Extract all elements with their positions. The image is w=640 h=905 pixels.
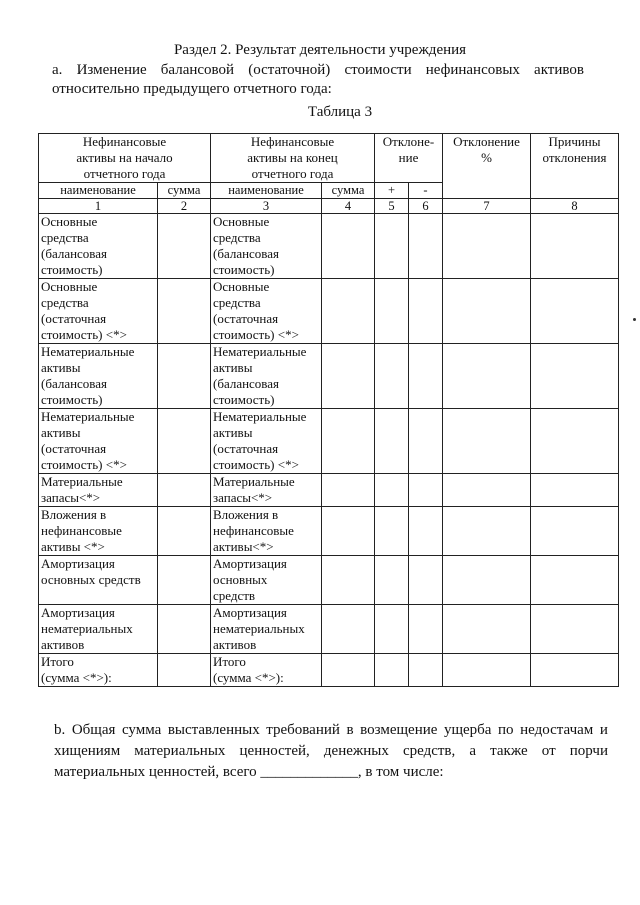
paragraph-word: недостачам [520, 722, 594, 738]
empty-cell [158, 654, 211, 687]
cell-line: активов [213, 637, 257, 652]
col-number: 3 [211, 199, 322, 214]
subheader-plus: + [375, 183, 409, 199]
cell-line: Амортизация [213, 556, 287, 571]
empty-cell [375, 654, 409, 687]
header-reasons [531, 134, 619, 199]
col-number: 2 [158, 199, 211, 214]
cell-line: запасы<*> [41, 490, 101, 505]
header-line: ние [398, 150, 419, 165]
header-line: Нефинансовые [82, 134, 167, 149]
empty-cell [322, 507, 375, 556]
subheader-sum-end: сумма [322, 183, 375, 199]
cell-line: активы <*> [41, 539, 105, 554]
empty-cell [158, 556, 211, 605]
table-row [39, 409, 619, 474]
empty-cell [375, 556, 409, 605]
cell-line: стоимость) <*> [41, 327, 127, 342]
paragraph-word: денежных [323, 743, 389, 759]
paragraph-word: от [541, 743, 556, 759]
paragraph-word: (остаточной) [248, 62, 331, 78]
asset-name-start [39, 474, 158, 507]
table-row [39, 344, 619, 409]
empty-cell [158, 507, 211, 556]
cell-line: Материальные [213, 474, 295, 489]
cell-line: активы [41, 425, 81, 440]
cell-line: Нематериальные [41, 409, 135, 424]
empty-cell [409, 344, 443, 409]
cell-line: нефинансовые [41, 523, 122, 538]
cell-line: Амортизация [213, 605, 287, 620]
paragraph-b-line3: материальных ценностей, всего _____________, в том числе: [54, 764, 444, 780]
subheader-name-end: наименование [211, 183, 322, 199]
paragraph-word: также [490, 743, 528, 759]
empty-cell [443, 409, 531, 474]
paragraph-word: Общая [71, 722, 116, 738]
cell-line: Основные [213, 214, 270, 229]
cell-line: активы [213, 425, 253, 440]
asset-name-start [39, 214, 158, 279]
empty-cell [322, 344, 375, 409]
empty-cell [531, 507, 619, 556]
empty-cell [531, 279, 619, 344]
header-line: Отклонение [453, 134, 520, 149]
cell-line: основных [213, 572, 268, 587]
asset-name-start [39, 605, 158, 654]
empty-cell [158, 344, 211, 409]
cell-line: (остаточная [41, 441, 107, 456]
cell-line: Основные [41, 279, 98, 294]
empty-cell [409, 474, 443, 507]
table-row [39, 654, 619, 687]
cell-line: активы [41, 360, 81, 375]
empty-cell [158, 605, 211, 654]
empty-cell [322, 654, 375, 687]
cell-line: активов [41, 637, 85, 652]
subheader-name-start: наименование [39, 183, 158, 199]
cell-line: (балансовая [41, 246, 108, 261]
table-row [39, 605, 619, 654]
asset-name-end [211, 556, 322, 605]
paragraph-word: хищениям [54, 743, 121, 759]
empty-cell [322, 409, 375, 474]
paragraph-word: ущерба [443, 722, 492, 738]
header-deviation-percent [443, 134, 531, 199]
empty-cell [375, 605, 409, 654]
cell-line: (остаточная [213, 311, 279, 326]
asset-name-start [39, 279, 158, 344]
header-line: отклонения [542, 150, 607, 165]
subheader-minus: - [409, 183, 443, 199]
empty-cell [158, 214, 211, 279]
cell-line: Вложения в [41, 507, 107, 522]
table-row [39, 214, 619, 279]
asset-name-end [211, 605, 322, 654]
cell-line: нефинансовые [213, 523, 294, 538]
col-number: 8 [531, 199, 619, 214]
paragraph-b-line2 [54, 741, 608, 762]
paragraph-word: возмещение [360, 722, 438, 738]
paragraph-word: выставленных [167, 722, 260, 738]
subheader-sum-start: сумма [158, 183, 211, 199]
paragraph-word: стоимости [344, 62, 412, 78]
empty-cell [409, 654, 443, 687]
cell-line: (остаточная [41, 311, 107, 326]
asset-name-end [211, 507, 322, 556]
empty-cell [443, 654, 531, 687]
empty-cell [409, 214, 443, 279]
nonfinancial-assets-table [38, 133, 619, 687]
empty-cell [158, 474, 211, 507]
header-line: % [481, 150, 492, 165]
cell-line: Амортизация [41, 556, 115, 571]
cell-line: средства [213, 230, 261, 245]
empty-cell [322, 605, 375, 654]
empty-cell [322, 279, 375, 344]
cell-line: Нематериальные [213, 409, 307, 424]
header-assets-end [211, 134, 375, 183]
empty-cell [409, 605, 443, 654]
asset-name-start [39, 507, 158, 556]
asset-name-start [39, 654, 158, 687]
empty-cell [531, 654, 619, 687]
header-line: Причины [548, 134, 601, 149]
table-row [39, 279, 619, 344]
cell-line: нематериальных [213, 621, 305, 636]
empty-cell [531, 474, 619, 507]
empty-cell [375, 474, 409, 507]
header-line: активы на начало [76, 150, 173, 165]
paragraph-word: a. [52, 62, 63, 78]
cell-line: стоимость) [213, 392, 275, 407]
header-line: отчетного года [251, 166, 334, 181]
empty-cell [531, 605, 619, 654]
empty-cell [531, 214, 619, 279]
cell-line: стоимость) [41, 392, 103, 407]
asset-name-end [211, 214, 322, 279]
asset-name-end [211, 279, 322, 344]
cell-line: Амортизация [41, 605, 115, 620]
col-number: 4 [322, 199, 375, 214]
header-deviation [375, 134, 443, 183]
column-number-row [39, 199, 619, 214]
empty-cell [158, 409, 211, 474]
empty-cell [322, 214, 375, 279]
empty-cell [409, 556, 443, 605]
cell-line: нематериальных [41, 621, 133, 636]
empty-cell [443, 474, 531, 507]
cell-line: Основные [41, 214, 98, 229]
col-number: 6 [409, 199, 443, 214]
cell-line: стоимость) <*> [213, 327, 299, 342]
cell-line: стоимость) [213, 262, 275, 277]
cell-line: Материальные [41, 474, 123, 489]
paragraph-word: а [469, 743, 477, 759]
paragraph-word: Изменение [76, 62, 147, 78]
paragraph-word: ценностей, [239, 743, 310, 759]
empty-cell [531, 556, 619, 605]
paragraph-word: по [498, 722, 514, 738]
header-line: отчетного года [83, 166, 166, 181]
paragraph-word: сумма [121, 722, 162, 738]
cell-line: запасы<*> [213, 490, 273, 505]
empty-cell [443, 605, 531, 654]
empty-cell [443, 279, 531, 344]
header-line: Нефинансовые [250, 134, 335, 149]
cell-line: Нематериальные [41, 344, 135, 359]
col-number: 1 [39, 199, 158, 214]
asset-name-end [211, 474, 322, 507]
empty-cell [409, 409, 443, 474]
cell-line: (балансовая [213, 376, 280, 391]
table-row [39, 507, 619, 556]
table-caption: Таблица 3 [307, 104, 373, 120]
empty-cell [375, 279, 409, 344]
paragraph-word: порчи [569, 743, 608, 759]
empty-cell [531, 344, 619, 409]
cell-line: (балансовая [213, 246, 280, 261]
empty-cell [443, 556, 531, 605]
cell-line: активы [213, 360, 253, 375]
asset-name-start [39, 344, 158, 409]
asset-name-end [211, 409, 322, 474]
empty-cell [375, 507, 409, 556]
header-assets-start [39, 134, 211, 183]
paragraph-word: в [346, 722, 354, 738]
col-number: 7 [443, 199, 531, 214]
paragraph-word: b. [54, 722, 66, 738]
empty-cell [375, 344, 409, 409]
empty-cell [375, 409, 409, 474]
empty-cell [409, 279, 443, 344]
cell-line: стоимость) <*> [213, 457, 299, 472]
cell-line: основных средств [41, 572, 141, 587]
paragraph-word: требований [266, 722, 340, 738]
paragraph-word: средств, [402, 743, 456, 759]
empty-cell [375, 214, 409, 279]
paragraph-word: и [599, 722, 608, 738]
section-title: Раздел 2. Результат деятельности учреждения [173, 42, 467, 58]
paragraph-b [54, 720, 608, 783]
header-line: активы на конец [247, 150, 338, 165]
cell-line: (балансовая [41, 376, 108, 391]
empty-cell [409, 507, 443, 556]
cell-line: Итого [213, 654, 246, 669]
paragraph-word: активов [534, 62, 584, 78]
cell-line: (сумма <*>): [213, 670, 284, 685]
cell-line: средства [213, 295, 261, 310]
cell-line: стоимость) <*> [41, 457, 127, 472]
paragraph-a-line2: относительно предыдущего отчетного года: [52, 81, 332, 97]
cell-line: Итого [41, 654, 74, 669]
empty-cell [443, 507, 531, 556]
asset-name-start [39, 556, 158, 605]
empty-cell [443, 344, 531, 409]
margin-dot [633, 318, 636, 321]
cell-line: Вложения в [213, 507, 279, 522]
asset-name-end [211, 654, 322, 687]
cell-line: средства [41, 295, 89, 310]
table-row [39, 474, 619, 507]
paragraph-b-line1 [54, 720, 608, 741]
cell-line: Нематериальные [213, 344, 307, 359]
table-header-row [39, 134, 619, 183]
cell-line: стоимость) [41, 262, 103, 277]
col-number: 5 [375, 199, 409, 214]
paragraph-word: нефинансовых [425, 62, 520, 78]
cell-line: средств [213, 588, 256, 603]
empty-cell [158, 279, 211, 344]
asset-name-start [39, 409, 158, 474]
paragraph-a [52, 61, 584, 99]
cell-line: активы<*> [213, 539, 274, 554]
cell-line: (остаточная [213, 441, 279, 456]
empty-cell [531, 409, 619, 474]
empty-cell [443, 214, 531, 279]
header-line: Отклоне- [382, 134, 435, 149]
asset-name-end [211, 344, 322, 409]
paragraph-word: балансовой [160, 62, 235, 78]
cell-line: (сумма <*>): [41, 670, 112, 685]
paragraph-word: материальных [134, 743, 226, 759]
empty-cell [322, 556, 375, 605]
empty-cell [322, 474, 375, 507]
cell-line: Основные [213, 279, 270, 294]
table-row [39, 556, 619, 605]
cell-line: средства [41, 230, 89, 245]
paragraph-a-line1 [52, 61, 584, 80]
